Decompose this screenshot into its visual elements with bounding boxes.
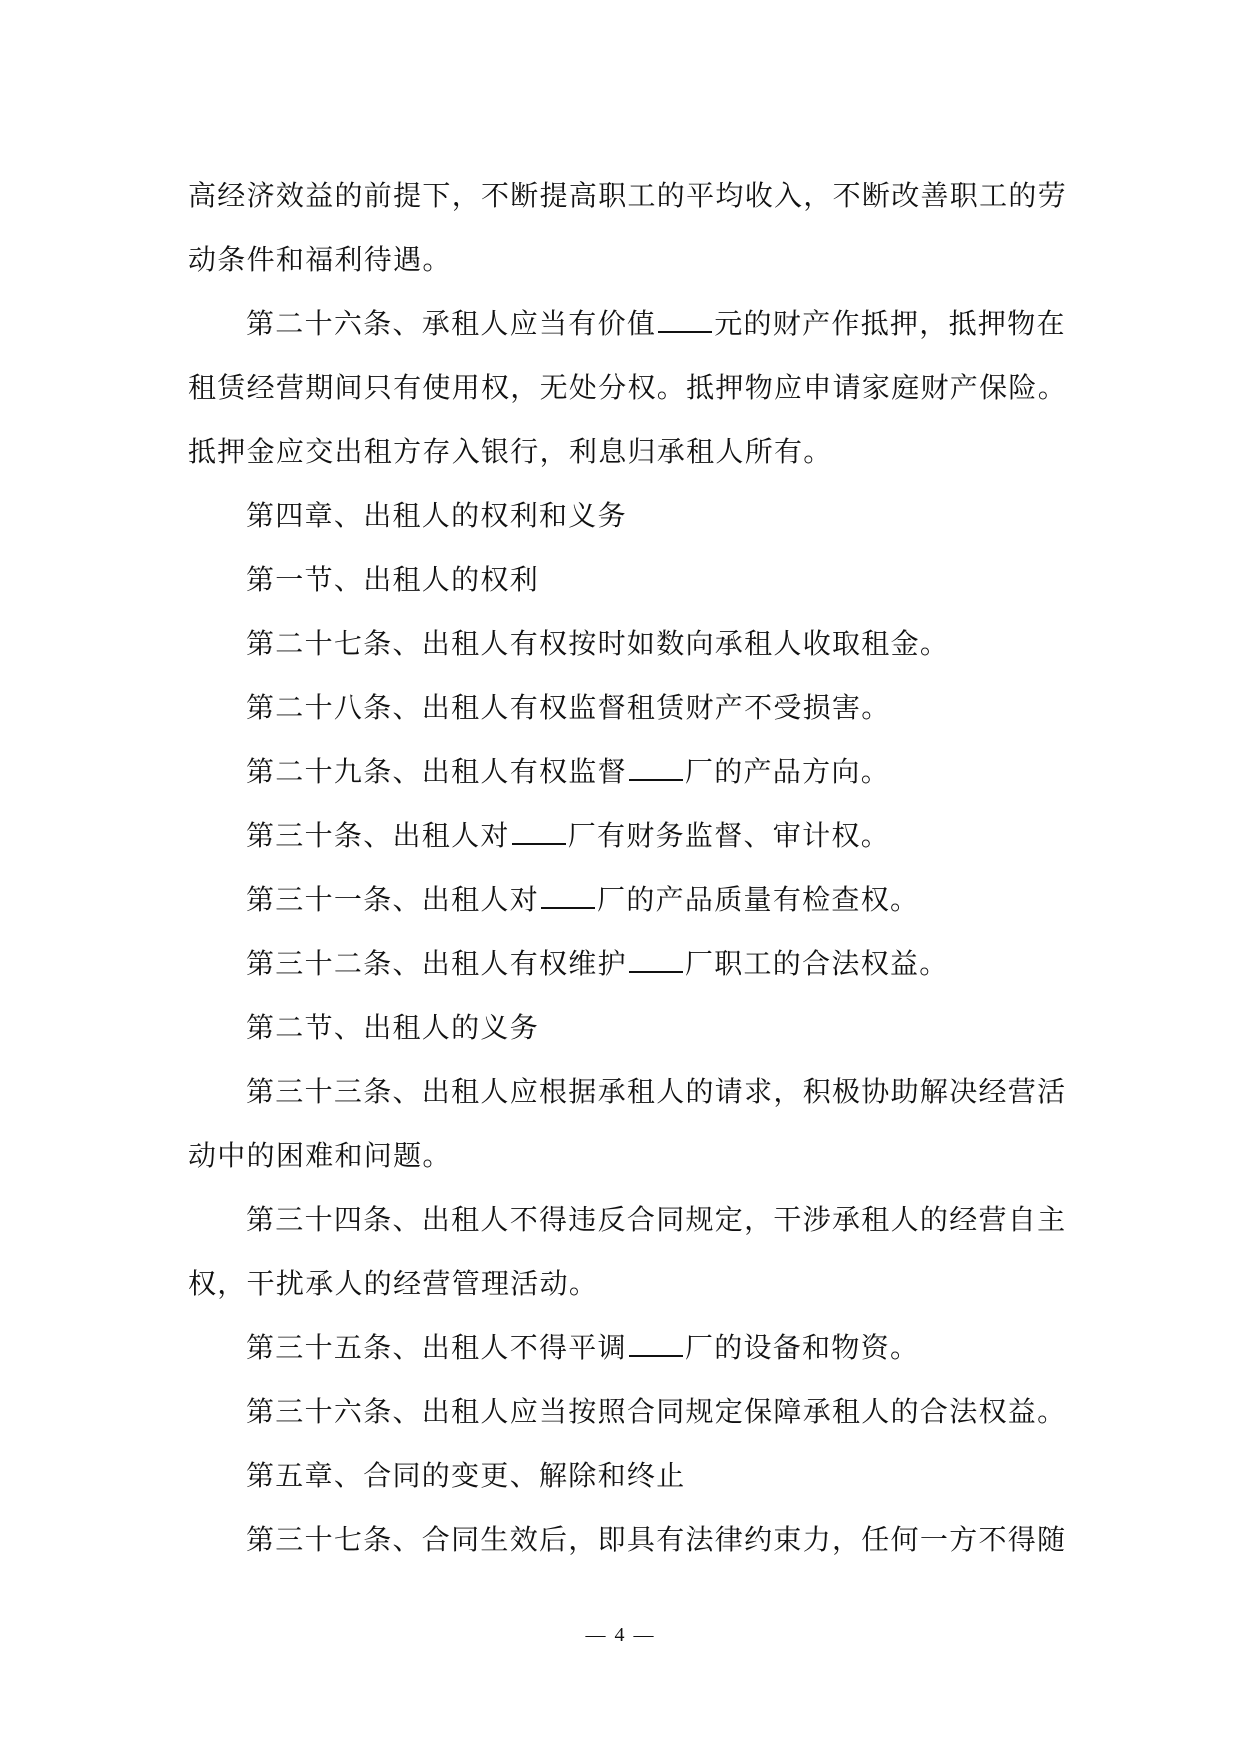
paragraph-line (188, 1060, 1067, 1124)
paragraph-line (188, 1316, 1058, 1380)
document-body (188, 164, 1068, 1572)
paragraph-text: 第四章、出租人的权利和义务 (246, 499, 627, 532)
paragraph-line (188, 164, 1068, 228)
paragraph-text: 第五章、合同的变更、解除和终止 (246, 1459, 686, 1492)
paragraph-line (188, 1124, 1058, 1188)
paragraph-line (188, 932, 1058, 996)
paragraph-text: 第二十六条、承租人应当有价值 (246, 307, 657, 340)
page-number: — 4 — (585, 1624, 656, 1646)
paragraph-text: 第三十二条、出租人有权维护 (246, 947, 627, 980)
paragraph-text: 第三十四条、出租人不得违反合同规定，干涉承租人的经营自主 (246, 1203, 1067, 1236)
paragraph-line (188, 420, 1058, 484)
paragraph-line (188, 292, 1066, 356)
fill-in-blank (629, 759, 683, 781)
fill-in-blank (629, 951, 683, 973)
paragraph-line (188, 484, 1058, 548)
paragraph-line (188, 868, 1058, 932)
paragraph-line (188, 804, 1058, 868)
fill-in-blank (512, 823, 566, 845)
paragraph-line (188, 676, 1058, 740)
paragraph-text: 第二十九条、出租人有权监督 (246, 755, 627, 788)
paragraph-line (188, 356, 1068, 420)
paragraph-text: 高经济效益的前提下，不断提高职工的平均收入，不断改善职工的劳 (188, 179, 1068, 212)
paragraph-text: 元的财产作抵押，抵押物在 (714, 307, 1066, 340)
paragraph-text: 第二节、出租人的义务 (246, 1011, 540, 1044)
paragraph-text: 权，干扰承人的经营管理活动。 (188, 1267, 599, 1300)
paragraph-line (188, 1380, 1067, 1444)
paragraph-text: 第三十六条、出租人应当按照合同规定保障承租人的合法权益。 (246, 1395, 1067, 1428)
paragraph-text: 厂职工的合法权益。 (684, 947, 949, 980)
paragraph-text: 厂的产品质量有检查权。 (597, 883, 920, 916)
paragraph-text: 第三十三条、出租人应根据承租人的请求，积极协助解决经营活 (246, 1075, 1067, 1108)
paragraph-text: 租赁经营期间只有使用权，无处分权。抵押物应申请家庭财产保险。 (188, 371, 1068, 404)
paragraph-line (188, 228, 1058, 292)
fill-in-blank (541, 887, 595, 909)
paragraph-line (188, 1444, 1058, 1508)
paragraph-line (188, 1252, 1058, 1316)
paragraph-line (188, 1188, 1067, 1252)
paragraph-text: 第二十八条、出租人有权监督租赁财产不受损害。 (246, 691, 891, 724)
paragraph-text: 动条件和福利待遇。 (188, 243, 452, 276)
paragraph-text: 抵押金应交出租方存入银行，利息归承租人所有。 (188, 435, 833, 468)
paragraph-line (188, 1508, 1067, 1572)
paragraph-text: 第三十条、出租人对 (246, 819, 510, 852)
fill-in-blank (629, 1335, 683, 1357)
paragraph-line (188, 548, 1058, 612)
paragraph-text: 厂的设备和物资。 (684, 1331, 920, 1364)
paragraph-line (188, 996, 1058, 1060)
paragraph-text: 第一节、出租人的权利 (246, 563, 540, 596)
paragraph-line (188, 612, 1058, 676)
paragraph-line (188, 740, 1058, 804)
paragraph-text: 厂的产品方向。 (684, 755, 891, 788)
paragraph-text: 第三十五条、出租人不得平调 (246, 1331, 627, 1364)
fill-in-blank (658, 311, 712, 333)
paragraph-text: 动中的困难和问题。 (188, 1139, 452, 1172)
paragraph-text: 第三十一条、出租人对 (246, 883, 540, 916)
paragraph-text: 第三十七条、合同生效后，即具有法律约束力，任何一方不得随 (246, 1523, 1067, 1556)
paragraph-text: 厂有财务监督、审计权。 (567, 819, 891, 852)
paragraph-text: 第二十七条、出租人有权按时如数向承租人收取租金。 (246, 627, 950, 660)
